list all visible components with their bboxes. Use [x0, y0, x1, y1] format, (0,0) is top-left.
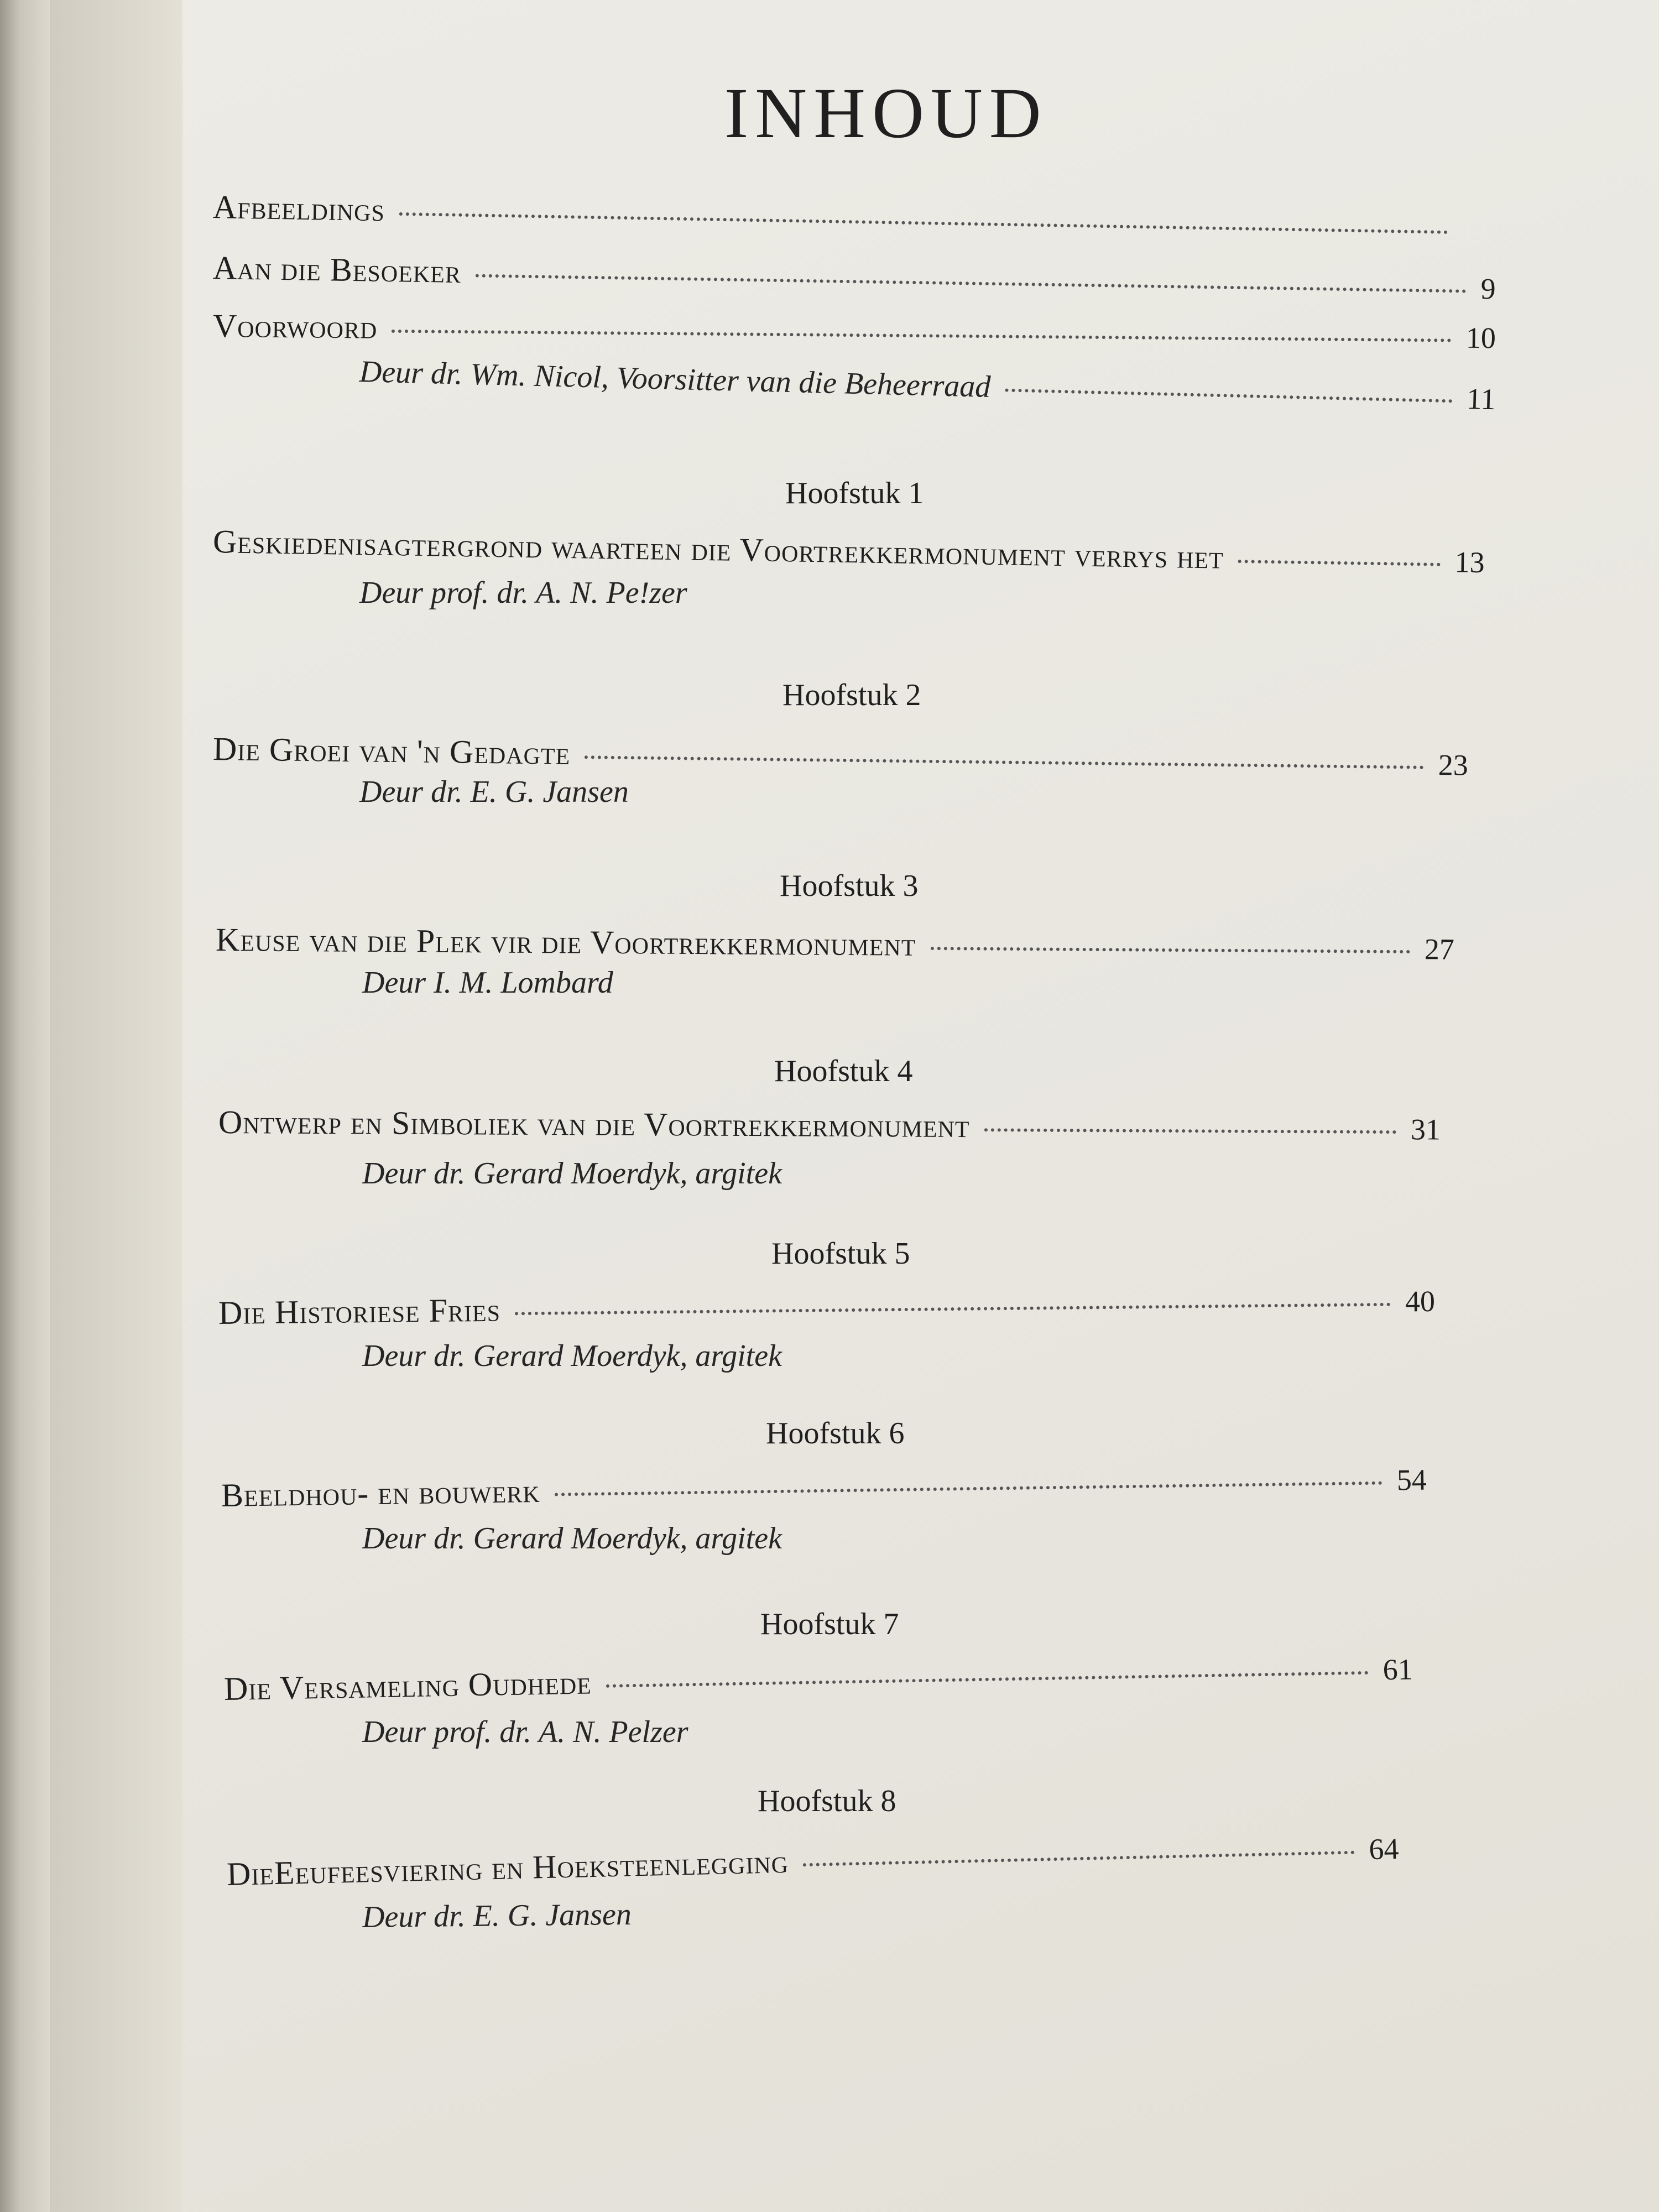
leader-dots	[606, 1671, 1369, 1688]
toc-entry-title: Geskiedenisagtergrond waarteen die Voortrekkermonument verrys het	[212, 523, 1224, 576]
leader-dots	[515, 1303, 1391, 1316]
leader-dots	[399, 212, 1448, 234]
leader-dots	[803, 1851, 1355, 1867]
chapter-heading-7: Hoofstuk 7	[760, 1607, 899, 1641]
chapter-heading-6: Hoofstuk 6	[766, 1416, 905, 1451]
leader-dots	[1238, 560, 1441, 566]
chapter-author-6: Deur dr. Gerard Moerdyk, argitek	[362, 1521, 782, 1556]
chapter-heading-4: Hoofstuk 4	[774, 1054, 913, 1088]
chapter-author-7: Deur prof. dr. A. N. Pelzer	[362, 1715, 688, 1749]
leader-dots	[1005, 389, 1452, 403]
chapter-author-5: Deur dr. Gerard Moerdyk, argitek	[362, 1339, 782, 1373]
toc-entry-title: Aan die Besoeker	[212, 249, 462, 290]
chapter-heading-5: Hoofstuk 5	[771, 1237, 910, 1271]
author-line: Deur dr. Wm. Nicol, Voorsitter van die Beheerraad	[359, 354, 992, 404]
chapter-author-3: Deur I. M. Lombard	[362, 966, 613, 1000]
toc-entry-chapter-4	[218, 1103, 1441, 1148]
toc-entry-title: Die Historiese Fries	[218, 1291, 501, 1331]
book-spine-edge	[0, 0, 50, 2212]
toc-entry-title: Ontwerp en Simboliek van die Voortrekkermonument	[218, 1104, 970, 1145]
leader-dots	[930, 947, 1410, 953]
page-title: INHOUD	[724, 74, 1048, 153]
chapter-heading-8: Hoofstuk 8	[758, 1784, 896, 1818]
toc-entry-title: Beeldhou- en bouwerk	[221, 1472, 540, 1514]
chapter-author-2: Deur dr. E. G. Jansen	[359, 775, 629, 809]
toc-entry-title: Die Groei van 'n Gedagte	[212, 731, 571, 771]
chapter-heading-3: Hoofstuk 3	[780, 869, 919, 903]
page-number: 61	[1383, 1652, 1413, 1687]
leader-dots	[392, 330, 1452, 342]
page-number: 64	[1368, 1832, 1400, 1866]
page-number: 9	[1480, 272, 1496, 306]
chapter-heading-1: Hoofstuk 1	[785, 476, 924, 510]
chapter-author-4: Deur dr. Gerard Moerdyk, argitek	[362, 1156, 782, 1191]
page-number: 54	[1396, 1463, 1427, 1497]
toc-entry-title: Keuse van die Plek vir die Voortrekkermonument	[215, 921, 916, 963]
leader-dots	[984, 1128, 1396, 1134]
toc-entry-title: Die Versameling Oudhede	[223, 1664, 592, 1707]
page-number: 40	[1405, 1284, 1436, 1318]
toc-entry-title: Voorwoord	[212, 307, 378, 346]
page-gutter	[50, 0, 182, 2212]
page-number: 11	[1466, 382, 1496, 416]
chapter-author-1: Deur prof. dr. A. N. Pe!zer	[359, 576, 687, 610]
leader-dots	[476, 274, 1467, 293]
page-number	[1462, 239, 1495, 240]
page-number: 31	[1410, 1113, 1441, 1146]
toc-entry-title: Afbeeldings	[212, 189, 385, 228]
page-number: 27	[1424, 932, 1455, 966]
chapter-heading-2: Hoofstuk 2	[782, 678, 921, 712]
page-number: 23	[1438, 748, 1469, 782]
toc-entry-title: DieEeufeesviering en Hoeksteenlegging	[226, 1843, 789, 1892]
leader-dots	[555, 1481, 1383, 1496]
page-number: 10	[1465, 321, 1496, 355]
leader-dots	[585, 755, 1424, 769]
chapter-author-8: Deur dr. E. G. Jansen	[362, 1897, 632, 1934]
page-number: 13	[1454, 545, 1485, 580]
